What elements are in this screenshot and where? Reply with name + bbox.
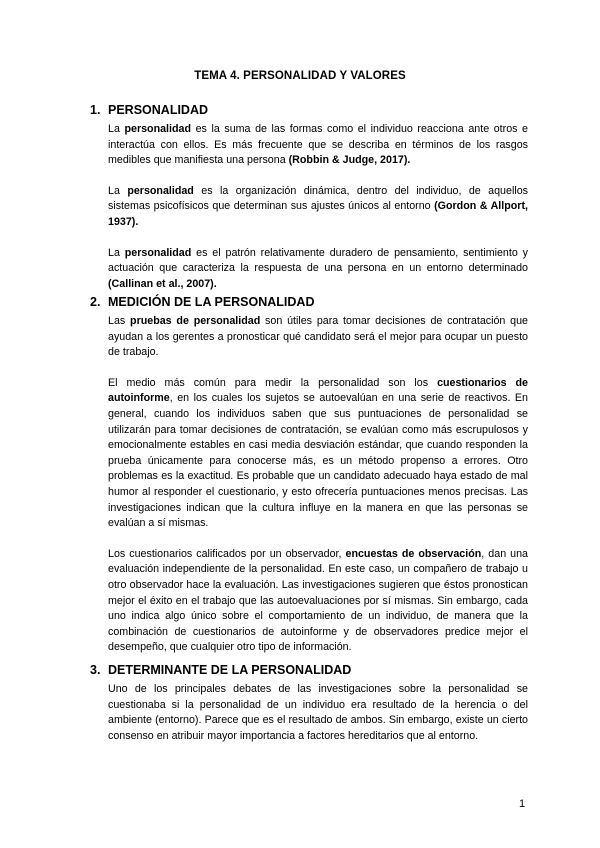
page-number: 1 <box>519 798 526 810</box>
bold-text: (Gordon & Allport, 1937). <box>108 200 528 228</box>
text-run: La <box>108 184 128 197</box>
text-run: , dan una evaluación independiente de la personalidad. En este caso, un compañero de trabajo u otro observador hace la evaluación. Las investigaciones sugieren que éstos pronostican mejor el éxito en el trabajo que las autoevaluaciones por sí mismas. Sin embargo, cada uno indica algo único sobre el comportamiento de un individuo, de manera que la combinación de cuestionarios de autoinforme y de observadores predice mejor el desempeño, que cualquier otro tipo de información. <box>108 547 528 654</box>
section-medicion <box>90 295 528 656</box>
text-run: son útiles para tomar decisiones de contratación que ayudan a los gerentes a pronosticar qué candidato será el mejor para ocupar un puesto de trabajo. <box>108 315 529 359</box>
paragraph <box>108 122 528 169</box>
section-determinante <box>90 663 528 744</box>
bold-text: personalidad <box>127 184 194 197</box>
bold-text: personalidad <box>124 246 192 259</box>
text-run: La <box>108 123 125 135</box>
bold-text: (Callinan et al., 2007). <box>108 277 217 290</box>
bold-text: personalidad <box>124 123 191 135</box>
paragraph <box>108 376 528 532</box>
section-title: PERSONALIDAD <box>108 103 209 117</box>
text-run: El medio más común para medir la personalidad son los <box>108 376 438 389</box>
paragraph <box>108 314 528 361</box>
section-heading <box>90 295 528 311</box>
section-personalidad <box>90 103 528 292</box>
bold-text: pruebas de personalidad <box>130 315 261 327</box>
text-run: La <box>108 246 125 259</box>
paragraph <box>108 246 528 293</box>
section-heading <box>90 663 528 679</box>
text-run: es la organización dinámica, dentro del individuo, de aquellos sistemas psicofísicos que determinan sus ajustes únicos al entorno <box>108 184 528 213</box>
section-number: 3. <box>90 663 101 677</box>
paragraph <box>108 682 528 744</box>
text-run: es la suma de las formas como el individuo reacciona ante otros e interactúa con ellos. Es más frecuente que se describa en términos de los rasgos medibles que manifiesta una persona <box>108 123 529 167</box>
section-number: 1. <box>90 103 101 117</box>
paragraph <box>108 184 528 231</box>
section-number: 2. <box>90 295 101 309</box>
text-run: es el patrón relativamente duradero de pensamiento, sentimiento y actuación que caracteriza la respuesta de una persona en un entorno determinado <box>108 246 529 275</box>
section-heading <box>90 103 528 119</box>
document-title: TEMA 4. PERSONALIDAD Y VALORES <box>194 70 406 82</box>
section-title: MEDICIÓN DE LA PERSONALIDAD <box>108 295 315 309</box>
text-run: Las <box>108 315 131 327</box>
bold-text: (Robbin & Judge, 2017). <box>288 154 411 167</box>
text-run: Los cuestionarios calificados por un observador, <box>108 547 346 560</box>
bold-text: cuestionarios de autoinforme <box>108 376 528 405</box>
section-title: DETERMINANTE DE LA PERSONALIDAD <box>108 663 352 677</box>
paragraph <box>108 547 528 656</box>
bold-text: encuestas de observación <box>345 547 482 560</box>
text-run: Uno de los principales debates de las investigaciones sobre la personalidad se cuestionaba si la personalidad de un individuo era resultado de la herencia o del ambiente (entorno). Parece que es el resultado de ambos. Sin embargo, existe un cierto consenso en atribuir mayor importancia a factores hereditarios que al entorno. <box>108 683 528 742</box>
text-run: , en los cuales los sujetos se autoevalúan en una serie de reactivos. En general, cuando los individuos saben que sus puntuaciones de personalidad se utilizarán para tomar decisiones de contratación, se evalúan como más escrupulosos y emocionalmente estables en casi media desviación estándar, que cuando responden la prueba únicamente para conocerse más, es un método propenso a errores. Otro problemas es la exactitud. Es probable que un candidato adecuado haya estado de mal humor al responder el cuestionario, y esto ofrecería puntuaciones menos precisas. Las investigaciones indican que la cultura influye en la manera en que las personas se evalúan a sí mismas. <box>108 392 528 530</box>
